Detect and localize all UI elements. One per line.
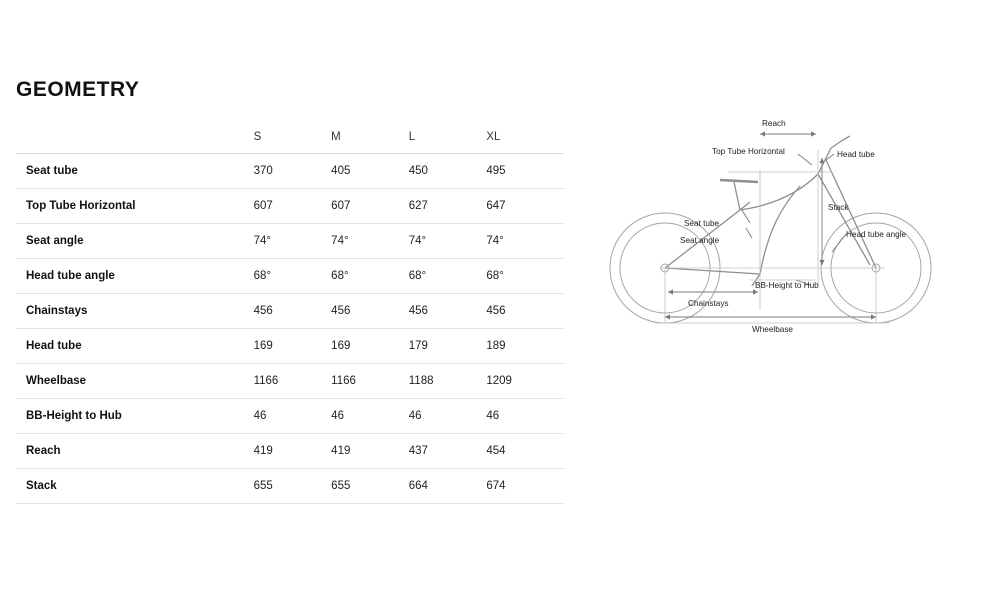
row-label: Stack	[16, 469, 254, 504]
cell-xl: 495	[486, 154, 564, 189]
table-row	[16, 189, 564, 224]
label-chainstays: Chainstays	[688, 299, 729, 308]
cell-m: 607	[331, 189, 409, 224]
page-title: GEOMETRY	[16, 78, 140, 101]
table-row	[16, 469, 564, 504]
row-label: BB-Height to Hub	[16, 399, 254, 434]
row-label: Seat angle	[16, 224, 254, 259]
cell-m: 655	[331, 469, 409, 504]
cell-m: 68°	[331, 259, 409, 294]
table-row	[16, 224, 564, 259]
cell-xl: 74°	[486, 224, 564, 259]
cell-m: 169	[331, 329, 409, 364]
table-row	[16, 399, 564, 434]
label-seat-tube: Seat tube	[684, 219, 720, 228]
column-header-xl: XL	[486, 125, 564, 154]
cell-s: 1166	[254, 364, 332, 399]
diagram-label-group	[680, 119, 907, 334]
cell-s: 655	[254, 469, 332, 504]
column-header-l: L	[409, 125, 487, 154]
cell-xl: 674	[486, 469, 564, 504]
table-row	[16, 329, 564, 364]
cell-l: 1188	[409, 364, 487, 399]
label-top-tube-horizontal: Top Tube Horizontal	[712, 147, 785, 156]
cell-l: 450	[409, 154, 487, 189]
label-bb-height-to-hub: BB-Height to Hub	[755, 281, 819, 290]
cell-l: 456	[409, 294, 487, 329]
cell-s: 456	[254, 294, 332, 329]
cell-l: 68°	[409, 259, 487, 294]
cell-l: 627	[409, 189, 487, 224]
cell-l: 46	[409, 399, 487, 434]
cell-xl: 454	[486, 434, 564, 469]
table-row	[16, 434, 564, 469]
cell-l: 179	[409, 329, 487, 364]
row-label: Reach	[16, 434, 254, 469]
column-header-label	[16, 125, 254, 154]
cell-s: 419	[254, 434, 332, 469]
cell-m: 419	[331, 434, 409, 469]
table-row	[16, 294, 564, 329]
column-header-m: M	[331, 125, 409, 154]
cell-xl: 68°	[486, 259, 564, 294]
cell-m: 405	[331, 154, 409, 189]
cell-s: 46	[254, 399, 332, 434]
cell-xl: 46	[486, 399, 564, 434]
label-stack: Stack	[828, 203, 849, 212]
geometry-table	[16, 125, 564, 504]
cell-m: 1166	[331, 364, 409, 399]
cell-l: 74°	[409, 224, 487, 259]
cell-xl: 456	[486, 294, 564, 329]
cell-xl: 1209	[486, 364, 564, 399]
cell-xl: 647	[486, 189, 564, 224]
cell-s: 169	[254, 329, 332, 364]
cell-l: 437	[409, 434, 487, 469]
cell-l: 664	[409, 469, 487, 504]
cell-xl: 189	[486, 329, 564, 364]
row-label: Head tube	[16, 329, 254, 364]
cell-m: 456	[331, 294, 409, 329]
label-reach: Reach	[762, 119, 786, 128]
row-label: Seat tube	[16, 154, 254, 189]
row-label: Head tube angle	[16, 259, 254, 294]
row-label: Wheelbase	[16, 364, 254, 399]
table-row	[16, 154, 564, 189]
cell-s: 68°	[254, 259, 332, 294]
cell-s: 607	[254, 189, 332, 224]
cell-m: 46	[331, 399, 409, 434]
label-head-tube: Head tube	[837, 150, 875, 159]
table-header-row	[16, 125, 564, 154]
column-header-s: S	[254, 125, 332, 154]
label-wheelbase: Wheelbase	[752, 325, 793, 334]
label-seat-angle: Seat angle	[680, 236, 720, 245]
table-row	[16, 364, 564, 399]
label-head-tube-angle: Head tube angle	[846, 230, 907, 239]
row-label: Chainstays	[16, 294, 254, 329]
table-row	[16, 259, 564, 294]
bike-geometry-diagram	[600, 110, 990, 350]
cell-s: 370	[254, 154, 332, 189]
cell-s: 74°	[254, 224, 332, 259]
cell-m: 74°	[331, 224, 409, 259]
row-label: Top Tube Horizontal	[16, 189, 254, 224]
